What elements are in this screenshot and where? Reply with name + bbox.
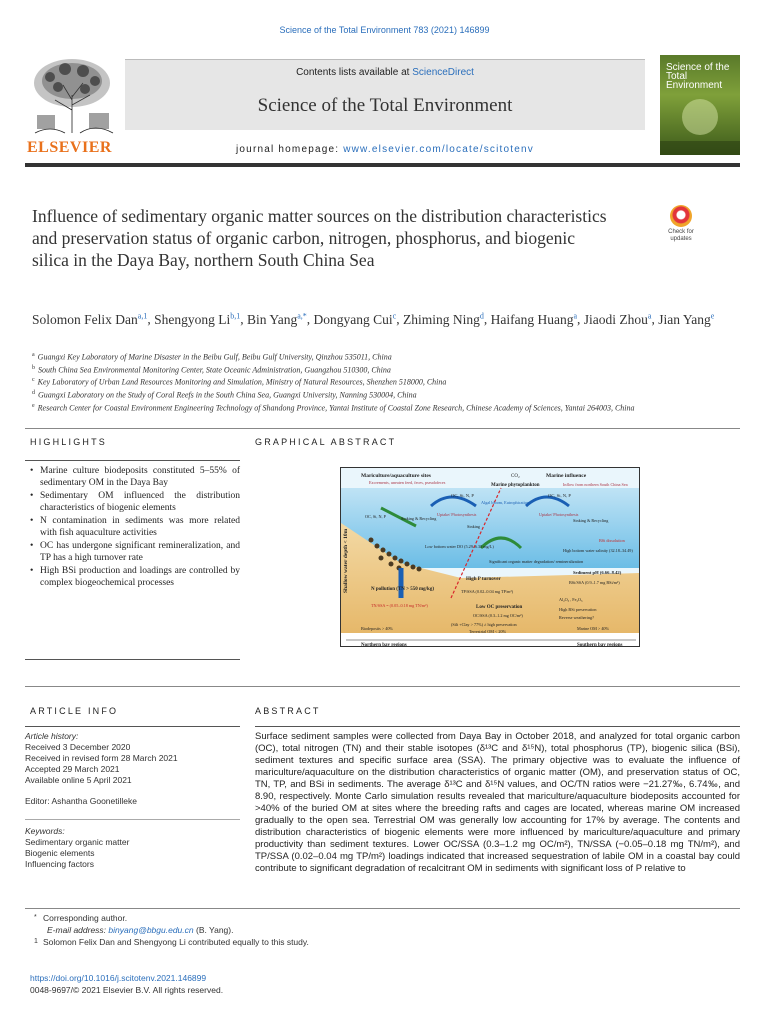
check-for-updates-button[interactable]: [662, 205, 700, 245]
ga-oc-sinp: OC, Si, N, P: [365, 514, 386, 519]
ga-high-p: High P turnover: [466, 577, 501, 582]
keyword: Biogenic elements: [25, 848, 95, 858]
ga-mariculture-sites: Mariculture/aquaculture sites: [361, 473, 431, 479]
affiliation: [32, 350, 742, 363]
ga-degradation: Significant organic matter degradation/ remineralization: [489, 559, 584, 564]
affiliation: [32, 375, 742, 388]
footnotes: [25, 908, 740, 948]
author-affil-mark[interactable]: a: [573, 311, 578, 320]
running-head[interactable]: Science of the Total Environment 783 (2021) 146899: [279, 25, 490, 35]
affiliations: [32, 350, 742, 413]
article-title: Influence of sedimentary organic matter sources on the distribution characteristics and preservation status of organic carbon, nitrogen, phosphorus, and biogenic silica in the Daya Bay, northern South China Sea: [32, 206, 607, 270]
author[interactable]: [32, 312, 147, 327]
check-updates-icon: [670, 205, 692, 227]
homepage-prefix: journal homepage:: [236, 144, 344, 155]
affiliation: [32, 363, 742, 376]
affiliation-text: Guangxi Laboratory on the Study of Coral Reefs in the South China Sea, Guangxi University, Nanning 530004, China: [38, 390, 417, 400]
article-info-heading: ARTICLE INFO: [30, 706, 119, 716]
ga-low-do: Low bottom water DO (5.29–6.35 mg/L): [425, 544, 494, 549]
ga-n-pollution: N pollution (TN > 550 mg/kg): [371, 587, 434, 592]
highlights-box: [25, 460, 240, 660]
elsevier-logo[interactable]: [25, 55, 120, 159]
doi-link[interactable]: https://doi.org/10.1016/j.scitotenv.2021.146899: [30, 973, 207, 983]
highlight-item: • Marine culture biodeposits constituted 5–55% of sedimentary OM in the Daya Bay: [30, 465, 240, 489]
ga-mariculture-inputs: Excrements, uneaten feed, feces, pseudofeces: [369, 480, 446, 485]
highlights-heading: HIGHLIGHTS: [30, 437, 108, 447]
affiliation-text: Key Laboratory of Urban Land Resources Monitoring and Simulation, Ministry of Natural Resources, Shenzhen 518000, China: [37, 377, 447, 387]
keyword: Influencing factors: [25, 859, 94, 869]
ga-terrestrial: Terrestrial OM < 20%: [469, 629, 507, 634]
homepage-link[interactable]: www.elsevier.com/locate/scitotenv: [343, 144, 534, 155]
equal-contribution-footnote: [25, 936, 740, 948]
author[interactable]: [154, 312, 240, 327]
section-rule: [25, 686, 740, 687]
author-affil-mark[interactable]: e: [710, 311, 715, 320]
highlight-item: • High BSi production and loadings are controlled by complex biogeochemical processes: [30, 565, 240, 589]
contents-line: [125, 67, 645, 78]
ga-bsi-ssa: BSi/SSA (0.9–1.7 mg BSi/m²): [569, 580, 620, 585]
author-name: Jiaodi Zhou: [583, 311, 648, 327]
article-info-box: [25, 726, 240, 870]
ga-uptake-left: Uptake/ Photosynthesis: [437, 512, 477, 517]
highlights-list: [25, 465, 240, 589]
ga-low-oc: Low OC preservation: [476, 605, 523, 610]
ga-reverse-weathering: Reverse weathering?: [559, 615, 594, 620]
affiliation-mark: a: [32, 352, 35, 358]
author[interactable]: [491, 312, 577, 327]
history-item: Received 3 December 2020: [25, 742, 131, 752]
author[interactable]: [584, 312, 652, 327]
email-footnote: [25, 924, 740, 936]
affiliation-text: South China Sea Environmental Monitoring Center, State Oceanic Administration, Guangzhou 510300, China: [38, 365, 391, 375]
ga-bsi-preservation: High BSi preservation: [559, 607, 597, 612]
abstract-heading: ABSTRACT: [255, 706, 321, 716]
author-affil-mark[interactable]: a,1: [137, 311, 148, 320]
cover-art-icon: [660, 55, 740, 155]
affiliation-mark: c: [32, 377, 35, 384]
journal-title: Science of the Total Environment: [257, 95, 513, 116]
ga-high-salinity: High bottom water salinity (32.18–34.49): [563, 548, 633, 553]
email-suffix: (B. Yang).: [193, 925, 234, 935]
ga-phytoplankton: Marine phytoplankton: [491, 483, 540, 488]
author[interactable]: [403, 312, 484, 327]
footnote-mark: 1: [34, 938, 38, 945]
ga-inflow: Inflow from northern South China Sea: [563, 482, 628, 487]
check-updates-label: Check for updates: [668, 229, 694, 242]
equal-contribution-text: Solomon Felix Dan and Shengyong Li contributed equally to this study.: [43, 937, 309, 947]
author-affil-mark[interactable]: c: [392, 311, 397, 320]
journal-homepage: [125, 144, 645, 155]
graphical-abstract-figure[interactable]: [340, 467, 640, 647]
contents-band: [125, 60, 645, 130]
ga-bsi-dissolution: BSi dissolution: [599, 538, 625, 543]
ga-oc-left: OC, Si, N, P: [451, 493, 474, 498]
ga-silt-clay: (Silt +Clay > 77%) ≠ high preservation: [451, 622, 517, 627]
affiliation-mark: e: [32, 402, 35, 409]
ga-biodeposits: Biodeposits > 40%: [361, 626, 393, 631]
ga-co2: CO₂: [511, 474, 520, 479]
author-affil-mark[interactable]: d: [479, 311, 484, 320]
journal-cover[interactable]: [660, 55, 740, 155]
author-affil-mark[interactable]: a,*: [297, 311, 307, 320]
graphical-abstract-heading: GRAPHICAL ABSTRACT: [255, 437, 397, 447]
doi-block: [30, 972, 223, 996]
abstract-text: Surface sediment samples were collected from Daya Bay in October 2018, and analyzed for total organic carbon (OC), total nitrogen (TN) and their stable isotopes (δ¹³C and δ¹⁵N), total phosphorus (TP), biogenic silica (BSi), sediment textures and specific surface area (SSA). The primary objective was to evaluate the influence of mariculture/aquaculture on the distribution characteristics of organic matter (OM), and preservation status of OC, TN, TP, and BSi in sediments. The average δ¹³C and δ¹⁵N values, and OC/TN ratios were −21.27‰, 6.74‰, and 8.90, respectively. Monte Carlo simulation results revealed that mariculture/aquaculture biodeposits accounted for >40% of the buried OM at sites where the breeding rafts and cages are located, whereas marine OM increased gradually to the open sea. Terrestrial OM was generally low accounting for 17% by average. The contents and distribution characteristics of biogenic elements were more influenced by mariculture/aquaculture and primary productivity than sediment textures. Lower OC/SSA (0.3–1.2 mg OC/m²), TN/SSA (−0.05–0.18 mg TN/m²), and TP/SSA (0.02–0.04 mg TP/m²) loadings indicated that increased sequestration of labile OM in a coastal bay could contribute to significant degradation of recalcitrant OM in sediments with significant loss of P relative to: [255, 731, 740, 874]
ga-depth-axis: Shallow water depth < 10m: [343, 528, 349, 593]
ga-oc-right: OC, Si, N, P: [548, 493, 571, 498]
corresponding-footnote: [25, 912, 740, 924]
cover-title: Science of the Total Environment: [666, 62, 730, 91]
keyword: Sedimentary organic matter: [25, 837, 130, 847]
email-label: E-mail address:: [47, 925, 109, 935]
ga-southern-regions: Southern bay regions: [577, 643, 623, 647]
email-link[interactable]: binyang@bbgu.edu.cn: [108, 925, 194, 935]
ga-algal-bloom: Algal bloom, Eutrophication: [481, 500, 530, 505]
keywords-divider: [25, 819, 240, 820]
ga-oc-ssa: OC/SSA (0.3–1.2 mg OC/m²): [473, 613, 523, 618]
affiliation: [32, 401, 742, 414]
corresponding-text: Corresponding author.: [43, 913, 128, 923]
author-name: Jian Yang: [658, 311, 711, 327]
graphical-abstract-svg: [341, 468, 640, 647]
author-name: Haifang Huang: [490, 311, 574, 327]
author-affil-mark[interactable]: b,1: [230, 311, 241, 320]
ga-uptake-right: Uptake/ Photosynthesis: [539, 512, 579, 517]
ga-sink-left: Sinking & Recycling: [401, 516, 437, 521]
author-name: Dongyang Cui: [313, 311, 393, 327]
keywords-title: Keywords:: [25, 826, 65, 836]
history-item: Received in revised form 28 March 2021: [25, 753, 178, 763]
history-item: Available online 5 April 2021: [25, 775, 132, 785]
journal-masthead: [25, 55, 740, 159]
author-name: Bin Yang: [246, 311, 298, 327]
affiliation-text: Research Center for Coastal Environment Engineering Technology of Shandong Province, Yantai Institute of Coastal Zone Research, Chinese Academy of Sciences, Yantai 264003, China: [37, 403, 635, 413]
journal-header: [125, 59, 645, 159]
footnote-mark: *: [34, 914, 37, 921]
affiliation-mark: b: [32, 364, 35, 371]
elsevier-wordmark: ELSEVIER: [27, 139, 112, 156]
elsevier-tree-icon: [25, 55, 120, 135]
section-rule: [25, 428, 740, 429]
affiliation: [32, 388, 742, 401]
ga-oxides: Al₂O₃ , Fe₂O₃: [559, 597, 583, 602]
history-title: Article history:: [25, 731, 79, 741]
copyright-line: 0048-9697/© 2021 Elsevier B.V. All rights reserved.: [30, 985, 224, 995]
highlight-item: • N contamination in sediments was more related with fish aquaculture activities: [30, 515, 240, 539]
ga-marine-influence: Marine influence: [546, 473, 587, 479]
masthead-rule: [25, 163, 740, 167]
ga-tn-ssa: TN/SSA = (0.05–0.18 mg TN/m²): [371, 603, 428, 608]
ga-sink-far: Sinking: [467, 524, 481, 529]
sciencedirect-link[interactable]: ScienceDirect: [412, 67, 474, 78]
ga-tp-ssa: TP/SSA (0.02–0.04 mg TP/m²): [461, 589, 514, 594]
author[interactable]: [247, 312, 307, 327]
abstract-box: [255, 726, 740, 875]
contents-prefix: Contents lists available at: [296, 67, 413, 78]
highlight-item: • OC has undergone significant remineralization, and TP has a high turnover rate: [30, 540, 240, 564]
author-name: Solomon Felix Dan: [32, 311, 138, 327]
author-name: Zhiming Ning: [402, 311, 480, 327]
history-item: Accepted 29 March 2021: [25, 764, 120, 774]
ga-marine-om: Marine OM > 40%: [577, 626, 610, 631]
author-name: Shengyong Li: [154, 311, 231, 327]
ga-sediment-ph: Sediment pH (6.66–8.42): [573, 570, 622, 575]
affiliation-mark: d: [32, 389, 35, 396]
editor-line: Editor: Ashantha Goonetilleke: [25, 796, 137, 806]
author[interactable]: [314, 312, 397, 327]
affiliation-text: Guangxi Key Laboratory of Marine Disaster in the Beibu Gulf, Beibu Gulf University, Qinzhou 535011, China: [37, 352, 392, 362]
author[interactable]: [658, 312, 714, 327]
author-affil-mark[interactable]: a: [647, 311, 652, 320]
author-list: Solomon Felix Dan$^{a,1}$, Shengyong Li$^{b,1}$, Bin Yang$^{a,*}$, Dongyang Cui$^c$, Zhiming Ning$^d$, Haifang Huang$^a$, Jiaodi Zhou$^a$, Jian Yang$^e$: [32, 311, 715, 327]
highlight-item: • Sedimentary OM influenced the distribution characteristics of biogenic elements: [30, 490, 240, 514]
ga-sink-right: Sinking & Recycling: [573, 518, 609, 523]
ga-northern-regions: Northern bay regions: [361, 643, 407, 647]
